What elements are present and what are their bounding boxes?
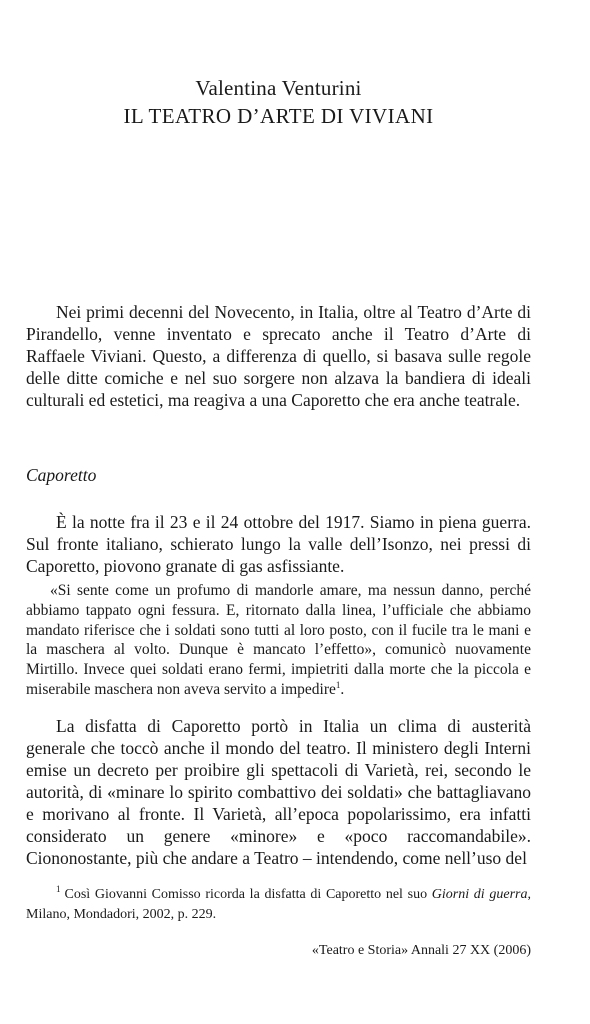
- paragraph-intro: Nei primi decenni del Novecento, in Italia, oltre al Teatro d’Arte di Pirandello, venne inventato e sprecato anche il Teatro d’Arte di Raffaele Viviani. Questo, a differenza di quello, si basava sulle regole delle ditte comiche e nel suo sorgere non alzava la bandiera di ideali culturali ed estetici, ma reagiva a una Caporetto che era anche teatrale.: [26, 302, 531, 410]
- footnote-text: Così Giovanni Comisso ricorda la disfatta di Caporetto nel suo: [64, 887, 428, 902]
- section-heading: Caporetto: [26, 465, 97, 485]
- paragraph-disfatta: La disfatta di Caporetto portò in Italia un clima di austerità generale che toccò anche il mondo del teatro. Il ministero degli Interni emise un decreto per proibire gli spettacoli di Varietà, rei, secondo le autorità, di «minare lo spirito combattivo dei soldati» che battagliavano e morivano al fronte. Il Varietà, all’epoca popolarissimo, era infatti considerato un genere «minore» e «poco raccomandabile». Ciononostante, più che andare a Teatro – intendendo, come nell’uso del: [26, 716, 531, 868]
- footnote-book-title: Giorni di guerra: [431, 887, 528, 902]
- block-quote: [26, 581, 531, 700]
- page: [26, 0, 531, 1024]
- footnote: [26, 885, 531, 925]
- footnote-marker: 1: [335, 679, 341, 690]
- quote-text: «Si sente come un profumo di mandorle amare, ma nessun danno, perché abbiamo tappato ogni fessura. E, ritornato dalla linea, l’ufficiale che abbiamo mandato riferisce che i soldati sono tutti al loro posto, con il fucile tra le mani e la maschera al volto. Dunque è mancato l’effetto», comunicò nuovamente Mirtillo. Invece quei soldati erano fermi, impietriti dalla morte che la piccola e miserabile maschera non aveva servito a impedire: [26, 582, 531, 698]
- footnote-number: 1: [56, 884, 61, 895]
- article-title: IL TEATRO D’ARTE DI VIVIANI: [123, 104, 434, 128]
- paragraph-caporetto: È la notte fra il 23 e il 24 ottobre del 1917. Siamo in piena guerra. Sul fronte italiano, schierato lungo la valle dell’Isonzo, nei pressi di Caporetto, piovono granate di gas asfissiante.: [26, 512, 531, 576]
- journal-reference: «Teatro e Storia» Annali 27 XX (2006): [311, 943, 531, 958]
- quote-end: .: [340, 680, 345, 698]
- author-name: Valentina Venturini: [195, 76, 362, 100]
- footnote-text-after: , Milano, Mondadori, 2002, p. 229.: [26, 887, 531, 922]
